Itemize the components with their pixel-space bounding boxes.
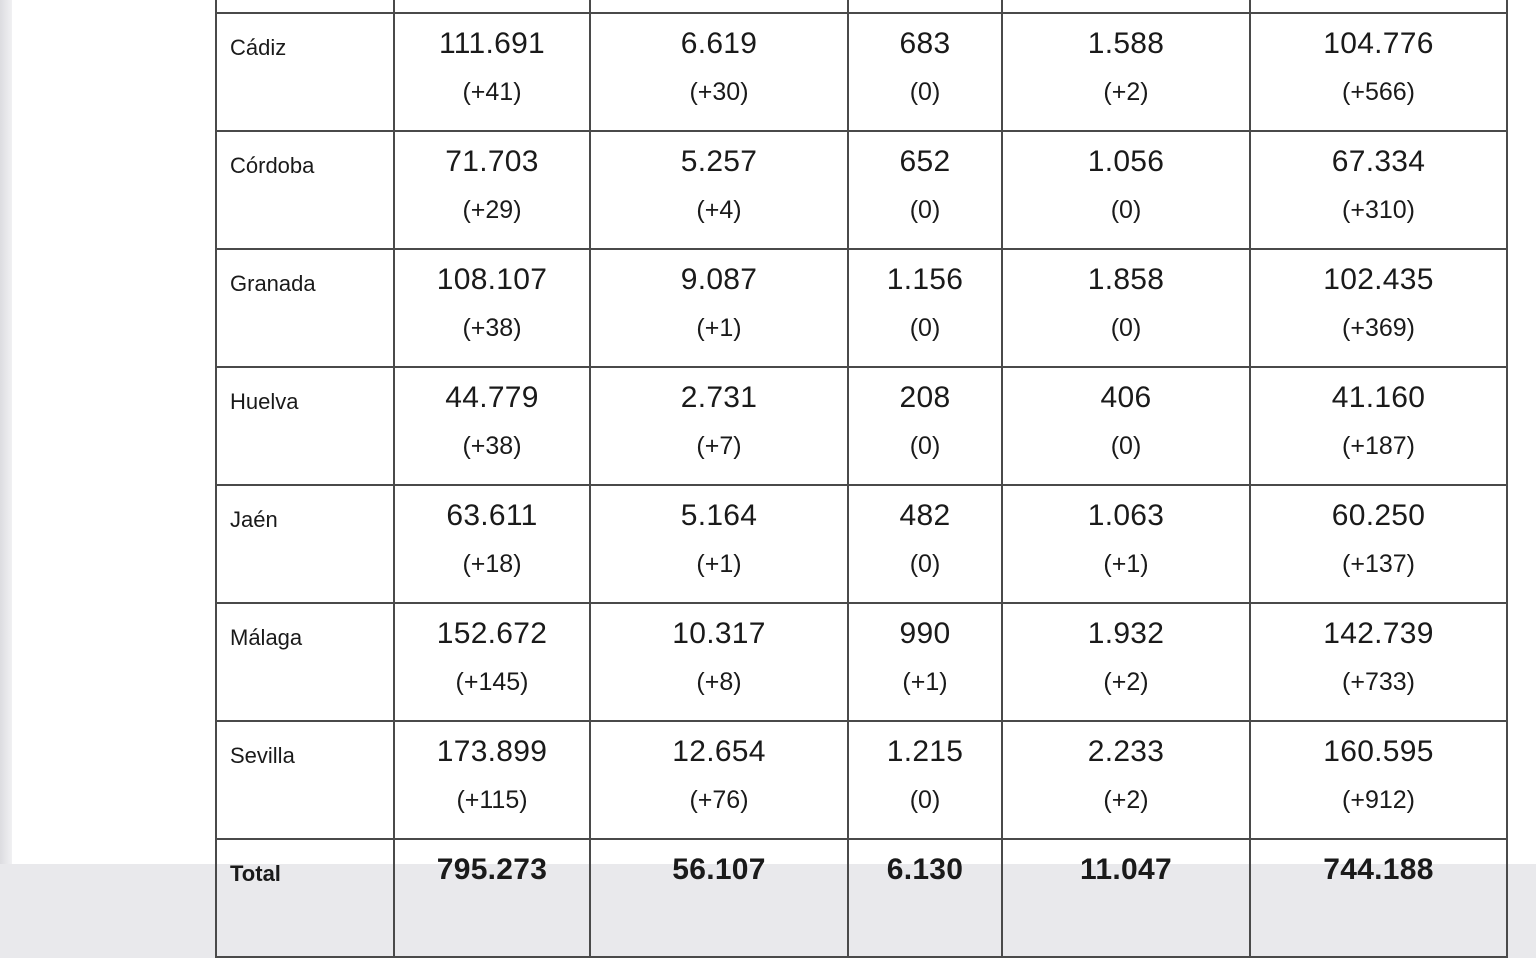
table-row	[216, 0, 1507, 13]
cell-value: 482	[899, 499, 951, 532]
value-cell	[394, 485, 590, 603]
value-cell	[1250, 13, 1507, 131]
value-cell	[1002, 485, 1250, 603]
cell-value: 41.160	[1331, 381, 1426, 414]
value-cell	[1002, 721, 1250, 839]
cell-value: 71.703	[445, 145, 539, 178]
cell-delta: (+912)	[1342, 786, 1415, 814]
value-cell	[1002, 13, 1250, 131]
cell-value: 142.739	[1323, 617, 1434, 650]
table-row	[216, 367, 1507, 485]
cell-delta: (+145)	[455, 668, 529, 696]
cell-value: 5.164	[680, 499, 758, 532]
cell-delta: (+8)	[696, 668, 742, 696]
province-name-cell: Jaén	[216, 485, 394, 603]
table-total-row	[216, 839, 1507, 957]
cell-value: 1.588	[1087, 27, 1165, 60]
cell-value: 2.233	[1087, 735, 1165, 768]
value-cell	[1250, 721, 1507, 839]
value-cell	[848, 367, 1002, 485]
province-name-cell	[216, 0, 394, 13]
cell-value: 11.047	[1080, 853, 1172, 886]
value-cell	[848, 603, 1002, 721]
value-cell	[394, 839, 590, 957]
value-cell	[1250, 131, 1507, 249]
value-cell	[394, 131, 590, 249]
cell-value: 6.619	[680, 27, 758, 60]
cell-value: 744.188	[1323, 853, 1434, 886]
table-row	[216, 603, 1507, 721]
cell-value: 12.654	[672, 735, 766, 768]
cell-value: 1.156	[886, 263, 964, 296]
value-cell	[848, 721, 1002, 839]
value-cell	[394, 249, 590, 367]
cell-delta: (0)	[1110, 314, 1142, 342]
cell-delta: (+30)	[689, 78, 749, 106]
cell-value: 44.779	[445, 381, 539, 414]
cell-delta: (+38)	[462, 432, 522, 460]
cell-delta: (+2)	[1103, 786, 1149, 814]
cell-delta: (0)	[1110, 432, 1142, 460]
cell-delta: (+2)	[1103, 668, 1149, 696]
value-cell	[848, 131, 1002, 249]
cell-value: 1.858	[1087, 263, 1165, 296]
cell-delta: (+1)	[696, 314, 742, 342]
cell-value: 1.215	[886, 735, 964, 768]
table-row	[216, 249, 1507, 367]
value-cell	[394, 721, 590, 839]
cell-delta: (0)	[909, 786, 941, 814]
value-cell	[394, 13, 590, 131]
cell-delta: (0)	[909, 78, 941, 106]
cell-delta: (+4)	[696, 196, 742, 224]
cell-value: 1.063	[1087, 499, 1165, 532]
value-cell	[590, 485, 848, 603]
cell-value: 160.595	[1323, 735, 1434, 768]
value-cell	[590, 721, 848, 839]
cell-delta: (+38)	[462, 314, 522, 342]
data-table	[215, 0, 1508, 958]
value-cell	[1002, 0, 1250, 13]
value-cell	[590, 13, 848, 131]
cell-delta: (+369)	[1342, 314, 1415, 342]
value-cell	[848, 13, 1002, 131]
cell-value: 67.334	[1331, 145, 1426, 178]
cell-delta: (+310)	[1342, 196, 1415, 224]
cell-delta: (+137)	[1342, 550, 1415, 578]
value-cell	[848, 485, 1002, 603]
value-cell	[1002, 839, 1250, 957]
table-row	[216, 721, 1507, 839]
value-cell	[848, 0, 1002, 13]
province-name-cell: Córdoba	[216, 131, 394, 249]
cell-delta: (+187)	[1342, 432, 1415, 460]
value-cell	[848, 839, 1002, 957]
value-cell	[1250, 839, 1507, 957]
value-cell	[590, 249, 848, 367]
province-name-cell: Málaga	[216, 603, 394, 721]
cell-value: 652	[899, 145, 951, 178]
cell-delta: (+2)	[1103, 78, 1149, 106]
value-cell	[1002, 367, 1250, 485]
value-cell	[1250, 249, 1507, 367]
cell-value: 104.776	[1323, 27, 1434, 60]
value-cell	[590, 839, 848, 957]
value-cell	[1002, 603, 1250, 721]
province-name-cell: Huelva	[216, 367, 394, 485]
cell-delta: (+1)	[696, 550, 742, 578]
cell-value: 152.672	[436, 617, 548, 650]
cell-value: 208	[899, 381, 951, 414]
value-cell	[590, 603, 848, 721]
cell-value: 795.273	[436, 853, 548, 886]
cell-value: 9.087	[680, 263, 758, 296]
cell-value: 6.130	[886, 853, 964, 886]
cell-value: 111.691	[438, 27, 546, 60]
value-cell	[848, 249, 1002, 367]
cell-value: 1.932	[1087, 617, 1165, 650]
value-cell	[1250, 603, 1507, 721]
province-name-cell: Cádiz	[216, 13, 394, 131]
table-body	[216, 0, 1507, 957]
value-cell	[1250, 0, 1507, 13]
province-name-cell: Sevilla	[216, 721, 394, 839]
cell-delta: (+76)	[689, 786, 749, 814]
cell-delta: (+566)	[1342, 78, 1415, 106]
document-page	[12, 0, 1536, 886]
cell-delta: (+733)	[1342, 668, 1415, 696]
value-cell	[394, 367, 590, 485]
province-name-cell: Total	[216, 839, 394, 957]
cell-delta: (+115)	[456, 786, 528, 814]
cell-delta: (+7)	[696, 432, 742, 460]
cell-value: 102.435	[1323, 263, 1434, 296]
cell-delta: (0)	[1110, 196, 1142, 224]
cell-value: 406	[1100, 381, 1152, 414]
cell-value: 56.107	[672, 853, 766, 886]
value-cell	[590, 131, 848, 249]
cell-delta: (+41)	[462, 78, 522, 106]
cell-delta: (0)	[909, 432, 941, 460]
value-cell	[590, 0, 848, 13]
cell-value: 683	[899, 27, 951, 60]
value-cell	[1250, 485, 1507, 603]
cell-value: 1.056	[1087, 145, 1165, 178]
cell-delta: (+1)	[902, 668, 948, 696]
cell-value: 990	[899, 617, 951, 650]
cell-delta: (0)	[909, 550, 941, 578]
cell-delta: (0)	[909, 196, 941, 224]
cell-value: 60.250	[1331, 499, 1426, 532]
page-edge-shadow	[0, 0, 12, 864]
value-cell	[394, 0, 590, 13]
value-cell	[1002, 249, 1250, 367]
value-cell	[1002, 131, 1250, 249]
table-row	[216, 131, 1507, 249]
cell-value: 2.731	[680, 381, 758, 414]
cell-delta: (+29)	[462, 196, 522, 224]
province-name-cell: Granada	[216, 249, 394, 367]
cell-delta: (0)	[909, 314, 941, 342]
cell-value: 108.107	[436, 263, 548, 296]
value-cell	[394, 603, 590, 721]
value-cell	[1250, 367, 1507, 485]
cell-value: 173.899	[436, 735, 548, 768]
value-cell	[590, 367, 848, 485]
cell-delta: (+1)	[1103, 550, 1149, 578]
table-row	[216, 485, 1507, 603]
table-row	[216, 13, 1507, 131]
cell-value: 5.257	[680, 145, 758, 178]
cell-delta: (+18)	[462, 550, 522, 578]
cell-value: 10.317	[672, 617, 766, 650]
cell-value: 63.611	[446, 499, 538, 532]
